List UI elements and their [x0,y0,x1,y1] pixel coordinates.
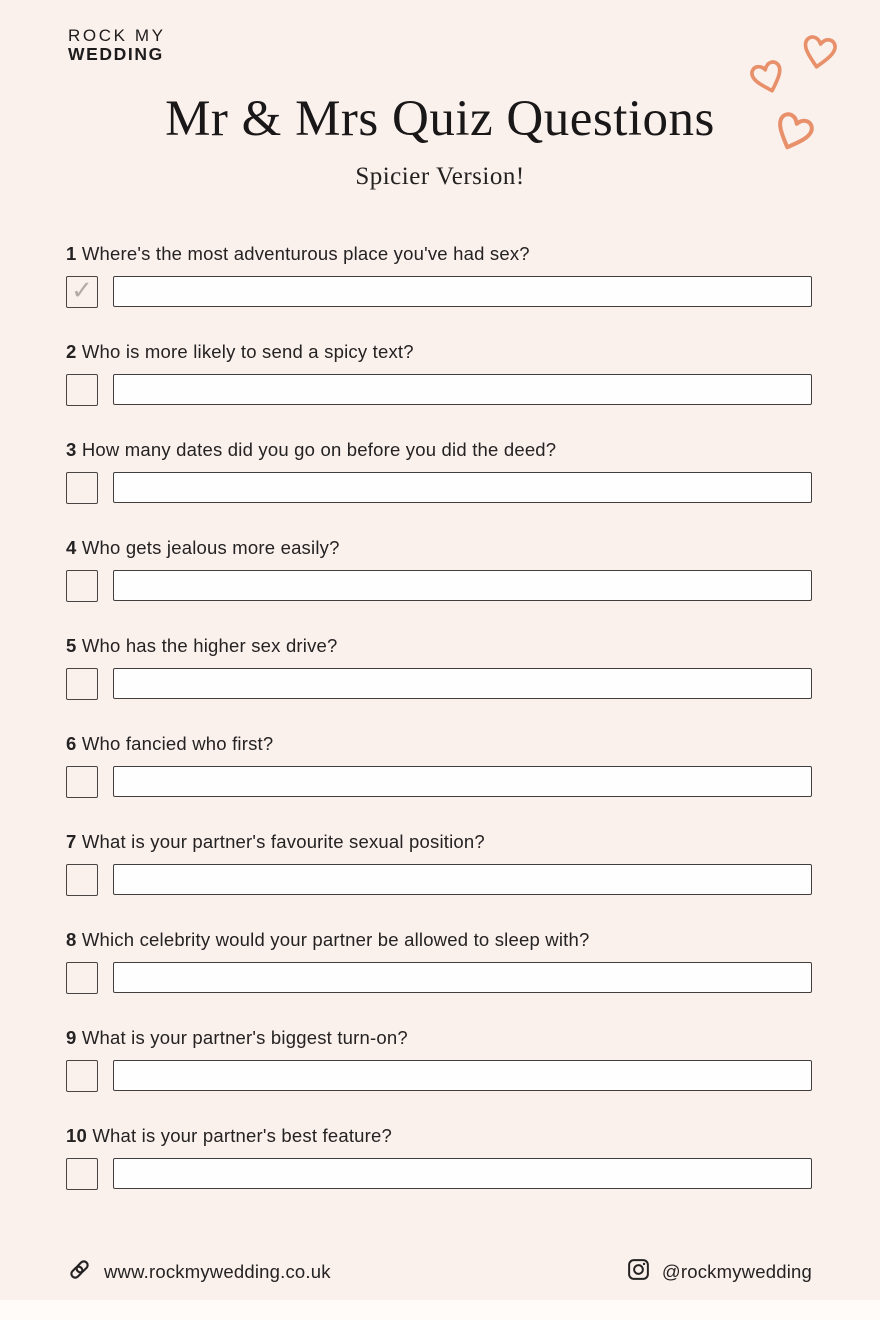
question-text: What is your partner's biggest turn-on? [81,1027,408,1048]
question-number: 4 [66,537,77,558]
question-5-answer-input[interactable] [113,668,812,699]
question-number: 3 [66,439,77,460]
question-3-answer-input[interactable] [113,472,812,503]
question-number: 10 [66,1125,87,1146]
question-text: Who has the higher sex drive? [81,635,338,656]
question-3-label [66,440,812,460]
question-text: Where's the most adventurous place you've had sex? [81,243,530,264]
page-subtitle: Spicier Version! [355,163,525,190]
question-8-label [66,930,812,950]
check-icon: ✓ [71,276,93,306]
question-1-label [66,244,812,264]
instagram-icon [626,1257,651,1287]
website-url: www.rockmywedding.co.uk [104,1261,331,1282]
question-text: Who is more likely to send a spicy text? [81,341,414,362]
question-block-2 [66,342,812,440]
question-number: 8 [66,929,77,950]
page-title: Mr & Mrs Quiz Questions [165,91,715,147]
question-2-checkbox[interactable] [66,374,98,406]
question-4-label [66,538,812,558]
question-number: 1 [66,243,77,264]
heart-icon [795,29,844,78]
instagram-link[interactable] [626,1257,812,1287]
question-number: 7 [66,831,77,852]
question-9-checkbox[interactable] [66,1060,98,1092]
question-6-checkbox[interactable] [66,766,98,798]
question-text: How many dates did you go on before you did the deed? [81,439,557,460]
question-block-4 [66,538,812,636]
question-block-6 [66,734,812,832]
question-text: Who gets jealous more easily? [81,537,340,558]
question-7-checkbox[interactable] [66,864,98,896]
website-link[interactable] [66,1256,331,1288]
question-text: What is your partner's best feature? [92,1125,393,1146]
logo-line-2: WEDDING [68,44,164,64]
question-1-checkbox[interactable] [66,276,98,308]
question-2-answer-input[interactable] [113,374,812,405]
question-9-answer-input[interactable] [113,1060,812,1091]
question-7-label [66,832,812,852]
question-number: 9 [66,1027,77,1048]
link-icon [66,1256,93,1288]
question-number: 6 [66,733,77,754]
question-block-9 [66,1028,812,1126]
question-block-3 [66,440,812,538]
question-3-checkbox[interactable] [66,472,98,504]
question-5-checkbox[interactable] [66,668,98,700]
question-8-answer-input[interactable] [113,962,812,993]
question-10-checkbox[interactable] [66,1158,98,1190]
question-block-7 [66,832,812,930]
question-block-5 [66,636,812,734]
footer [66,1256,812,1288]
questions-list [66,244,812,1224]
bottom-strip [0,1300,880,1320]
question-5-label [66,636,812,656]
question-text: What is your partner's favourite sexual position? [81,831,485,852]
question-block-1 [66,244,812,342]
question-block-8 [66,930,812,1028]
question-7-answer-input[interactable] [113,864,812,895]
logo-line-1: ROCK MY [68,26,166,45]
question-text: Who fancied who first? [81,733,274,754]
question-block-10 [66,1126,812,1224]
question-10-answer-input[interactable] [113,1158,812,1189]
question-1-answer-input[interactable] [113,276,812,307]
question-6-label [66,734,812,754]
question-2-label [66,342,812,362]
instagram-handle: @rockmywedding [661,1261,812,1282]
question-4-checkbox[interactable] [66,570,98,602]
question-text: Which celebrity would your partner be allowed to sleep with? [81,929,590,950]
question-number: 5 [66,635,77,656]
question-10-label [66,1126,812,1146]
question-4-answer-input[interactable] [113,570,812,601]
question-8-checkbox[interactable] [66,962,98,994]
question-9-label [66,1028,812,1048]
brand-logo [68,26,166,64]
question-6-answer-input[interactable] [113,766,812,797]
question-number: 2 [66,341,77,362]
